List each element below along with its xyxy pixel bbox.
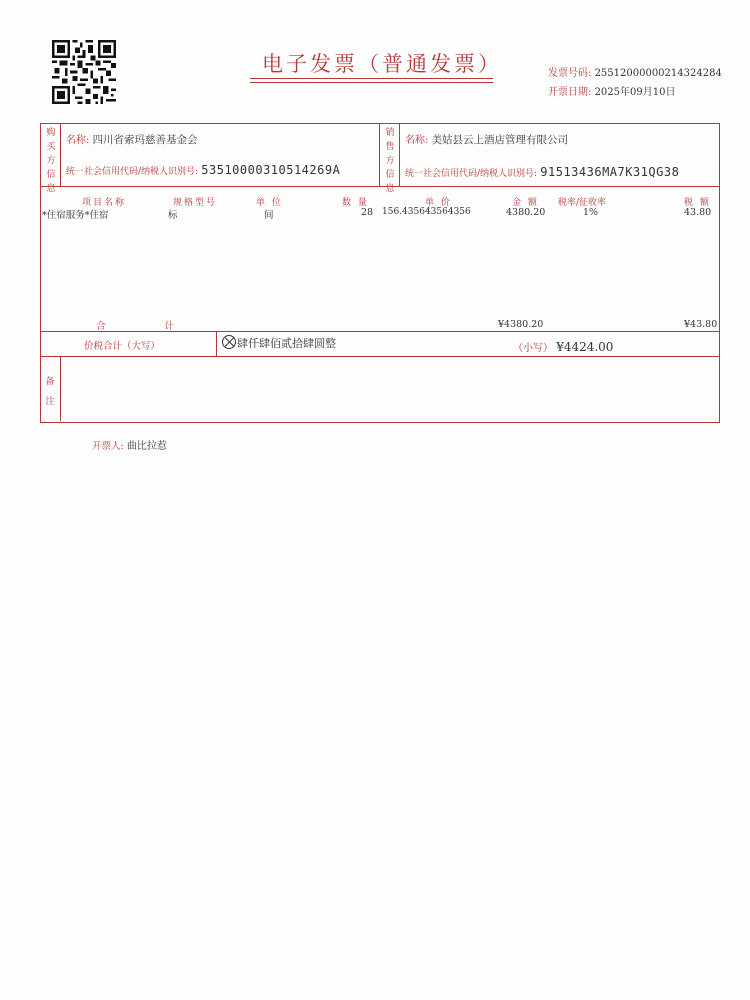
seller-name-row — [405, 131, 568, 147]
col-unit: 单 位 — [256, 198, 283, 208]
title-underline-2 — [250, 82, 493, 83]
invoice-title: 电子发票（普通发票） — [262, 52, 502, 76]
item-rate: 1% — [583, 207, 599, 218]
col-qty: 数 量 — [342, 198, 369, 208]
seller-name: 美姑县云上酒店管理有限公司 — [431, 134, 569, 146]
item-tax: 43.80 — [684, 207, 712, 218]
seller-tax-id: 91513436MA7K31QG38 — [540, 165, 680, 179]
invoice-number — [548, 64, 722, 79]
grand-total-divider — [40, 356, 720, 357]
issue-date-value: 2025年09月10日 — [594, 87, 676, 98]
qr-code-icon — [50, 40, 118, 104]
issuer-name: 曲比拉惹 — [126, 441, 167, 452]
col-price: 单 价 — [425, 198, 452, 208]
col-item-name: 项目名称 — [82, 198, 127, 208]
grand-total-label: 价税合计（大写） — [84, 341, 161, 352]
col-tax: 税 额 — [684, 198, 711, 208]
buyer-tax-label: 统一社会信用代码/纳税人识别号: — [66, 167, 199, 177]
buyer-label-divider — [60, 123, 61, 186]
total-amount: ¥4380.20 — [498, 319, 544, 330]
issuer-label: 开票人: — [92, 441, 124, 452]
item-price: 156.435643564356 — [382, 207, 471, 217]
buyer-name: 四川省索玛慈善基金会 — [92, 134, 198, 146]
item-unit: 间 — [264, 210, 274, 221]
seller-side-label: 销售方信息 — [385, 128, 395, 194]
issue-date — [548, 83, 675, 98]
cross-circle-icon — [222, 335, 236, 349]
buyer-side-label: 购买方信息 — [46, 128, 56, 194]
seller-label-divider — [399, 123, 400, 186]
item-spec: 标 — [168, 210, 178, 221]
buyer-name-label: 名称: — [66, 135, 90, 146]
seller-tax-row — [405, 165, 679, 179]
grand-total-label-divider — [216, 331, 217, 356]
party-divider — [40, 186, 720, 187]
buyer-name-row — [66, 131, 198, 147]
seller-name-label: 名称: — [405, 135, 429, 146]
item-amount: 4380.20 — [506, 207, 546, 218]
invoice-number-label: 发票号码: — [548, 68, 592, 79]
total-tax: ¥43.80 — [684, 319, 718, 330]
remarks-label-divider — [60, 356, 61, 421]
item-qty: 28 — [361, 207, 374, 218]
buyer-tax-row — [66, 163, 340, 177]
seller-tax-label: 统一社会信用代码/纳税人识别号: — [405, 169, 538, 179]
remarks-label: 备注 — [45, 377, 55, 407]
col-spec: 规格型号 — [173, 198, 218, 208]
grand-total-small — [513, 339, 613, 354]
grand-total-small-value: ¥4424.00 — [556, 340, 614, 354]
issue-date-label: 开票日期: — [548, 87, 592, 98]
issuer-row — [92, 437, 167, 452]
grand-total-small-label: （小写） — [513, 343, 553, 354]
col-amount: 金 额 — [512, 198, 539, 208]
col-rate: 税率/征收率 — [558, 198, 607, 208]
total-label: 合 计 — [96, 321, 203, 332]
title-underline — [250, 78, 493, 79]
item-name: *住宿服务*住宿 — [42, 210, 109, 221]
grand-total-words: 肆仟肆佰贰拾肆圆整 — [237, 337, 336, 350]
invoice-number-value: 25512000000214324284 — [594, 68, 722, 79]
party-middle-divider — [379, 123, 380, 186]
buyer-tax-id: 53510000310514269A — [201, 163, 341, 177]
